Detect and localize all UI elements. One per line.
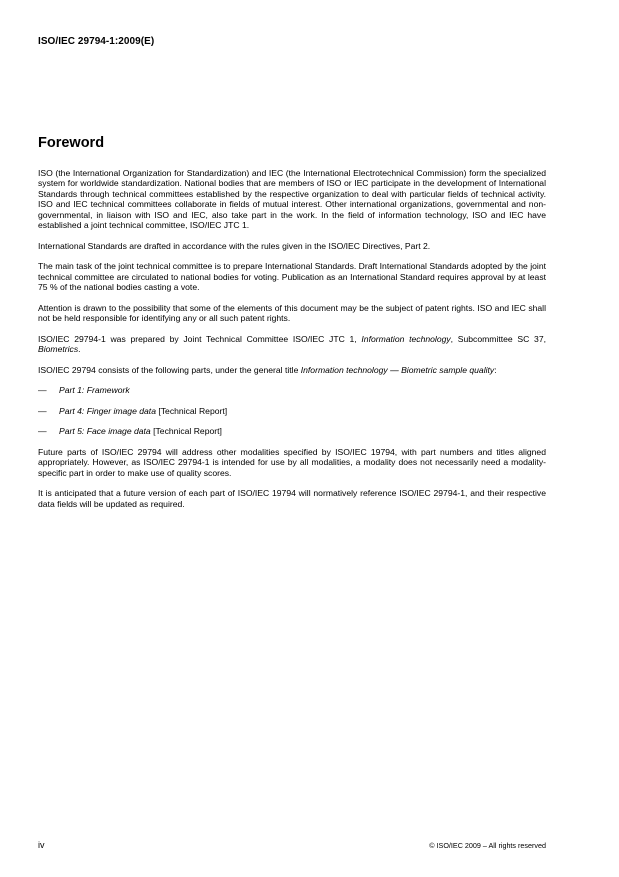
list-dash: —	[38, 426, 47, 437]
paragraph-directives: International Standards are drafted in accordance with the rules given in the ISO/IEC Directives, Part 2.	[38, 240, 431, 251]
part-title: Part 5: Face image data	[59, 426, 151, 437]
paragraph-anticipated: It is anticipated that a future version of each part of ISO/IEC 19794 will normatively reference ISO/IEC 29794-1, and their respective data fields will be updated as required.	[38, 488, 546, 509]
foreword-body	[38, 168, 546, 519]
prepared-by-text: ISO/IEC 29794-1 was prepared by Joint Technical Committee ISO/IEC JTC 1,	[38, 333, 362, 344]
list-item	[38, 385, 546, 395]
document-identifier: ISO/IEC 29794-1:2009(E)	[38, 36, 155, 47]
list-item-text	[59, 406, 227, 416]
copyright-notice: © ISO/IEC 2009 – All rights reserved	[429, 841, 546, 850]
parts-intro-text: ISO/IEC 29794 consists of the following parts, under the general title	[38, 364, 301, 375]
part-title: Part 1: Framework	[59, 385, 130, 396]
paragraph-parts-intro	[38, 365, 546, 375]
paragraph-future-parts: Future parts of ISO/IEC 29794 will address other modalities specified by ISO/IEC 19794, with part numbers and titles aligned appropriately. However, as ISO/IEC 29794-1 is intended for use by all modalities, a modality does not necessarily need a modality-specific part in order to make use of quality scores.	[38, 447, 546, 478]
part-note: [Technical Report]	[155, 405, 228, 416]
parts-intro-colon: :	[494, 364, 497, 375]
list-item	[38, 406, 546, 416]
list-item-text	[59, 426, 222, 436]
paragraph-iso-iec-intro: ISO (the International Organization for Standardization) and IEC (the International Electrotechnical Commission) form the specialized system for worldwide standardization. National bodies that are members of ISO or IEC participate in the development of International Standards through technical committees established by the respective organization to deal with particular fields of technical activity. ISO and IEC technical committees collaborate in fields of mutual interest. Other international organizations, governmental and non-governmental, in liaison with ISO and IEC, also take part in the work. In the field of information technology, ISO and IEC have established a joint technical committee, ISO/IEC JTC 1.	[38, 168, 546, 231]
list-item-text	[59, 385, 130, 395]
page-number: iv	[38, 840, 45, 850]
prepared-by-biometrics: Biometrics	[38, 344, 79, 355]
part-note: [Technical Report]	[150, 426, 222, 437]
list-item	[38, 426, 546, 436]
paragraph-prepared-by	[38, 334, 546, 355]
prepared-by-end: .	[78, 344, 81, 355]
prepared-by-title: Information technology	[361, 333, 451, 344]
prepared-by-subcommittee: , Subcommittee SC 37,	[450, 333, 546, 344]
list-dash: —	[38, 385, 47, 396]
part-title: Part 4: Finger image data	[59, 405, 156, 416]
paragraph-patent-rights: Attention is drawn to the possibility that some of the elements of this document may be the subject of patent rights. ISO and IEC shall not be held responsible for identifying any or all such patent rights.	[38, 302, 546, 324]
page-title: Foreword	[38, 135, 105, 151]
list-dash: —	[38, 405, 47, 416]
parts-general-title: Information technology — Biometric sample quality	[300, 364, 495, 375]
paragraph-main-task: The main task of the joint technical committee is to prepare International Standards. Draft International Standards adopted by the joint technical committee are circulated to national bodies for voting. Publication as an International Standard requires approval by at least 75 % of the national bodies casting a vote.	[38, 261, 546, 293]
